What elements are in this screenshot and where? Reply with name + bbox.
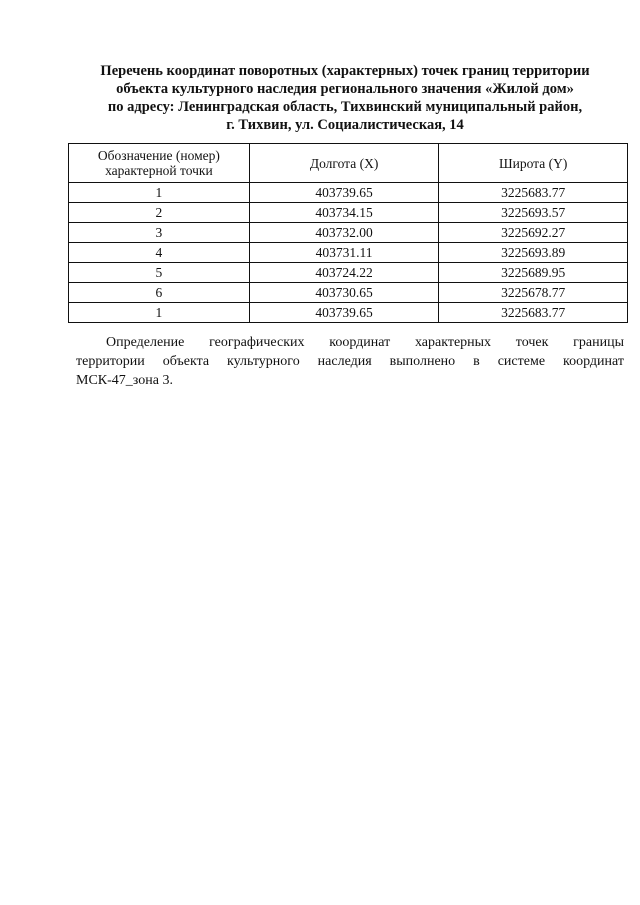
cell-x: 403739.65	[249, 303, 439, 323]
table-row	[69, 183, 628, 203]
header-latitude-y: Широта (Y)	[439, 144, 628, 183]
cell-y: 3225683.77	[439, 183, 628, 203]
table-row	[69, 263, 628, 283]
cell-point: 1	[69, 183, 250, 203]
cell-point: 2	[69, 203, 250, 223]
cell-point: 4	[69, 243, 250, 263]
table-row	[69, 283, 628, 303]
cell-y: 3225689.95	[439, 263, 628, 283]
title-line: г. Тихвин, ул. Социалистическая, 14	[226, 117, 464, 133]
cell-point: 5	[69, 263, 250, 283]
cell-x: 403730.65	[249, 283, 439, 303]
note-line: МСК-47_зона 3.	[76, 373, 173, 388]
title-line: по адресу: Ленинградская область, Тихвинский муниципальный район,	[107, 99, 583, 115]
cell-y: 3225693.57	[439, 203, 628, 223]
note-line: территории объекта культурного наследия выполнено в системе координат	[76, 354, 624, 369]
cell-y: 3225693.89	[439, 243, 628, 263]
coordinates-table	[68, 143, 628, 323]
cell-y: 3225678.77	[439, 283, 628, 303]
cell-x: 403739.65	[249, 183, 439, 203]
note-line: Определение географических координат характерных точек границы	[106, 335, 624, 350]
cell-point: 6	[69, 283, 250, 303]
header-longitude-x: Долгота (X)	[249, 144, 439, 183]
cell-point: 1	[69, 303, 250, 323]
table-row	[69, 303, 628, 323]
cell-x: 403724.22	[249, 263, 439, 283]
header-point-line2: характерной точки	[105, 163, 213, 178]
table-row	[69, 223, 628, 243]
cell-y: 3225692.27	[439, 223, 628, 243]
title-line: Перечень координат поворотных (характерных) точек границ территории	[100, 63, 590, 79]
document-title	[60, 62, 630, 134]
table-row	[69, 203, 628, 223]
cell-y: 3225683.77	[439, 303, 628, 323]
table-header-row	[69, 144, 628, 183]
cell-point: 3	[69, 223, 250, 243]
table-row	[69, 243, 628, 263]
cell-x: 403731.11	[249, 243, 439, 263]
title-line: объекта культурного наследия регионального значения «Жилой дом»	[116, 81, 574, 97]
coordinate-system-note	[76, 333, 624, 390]
cell-x: 403734.15	[249, 203, 439, 223]
cell-x: 403732.00	[249, 223, 439, 243]
header-point-line1: Обозначение (номер)	[97, 148, 220, 163]
header-point-number	[69, 144, 250, 183]
